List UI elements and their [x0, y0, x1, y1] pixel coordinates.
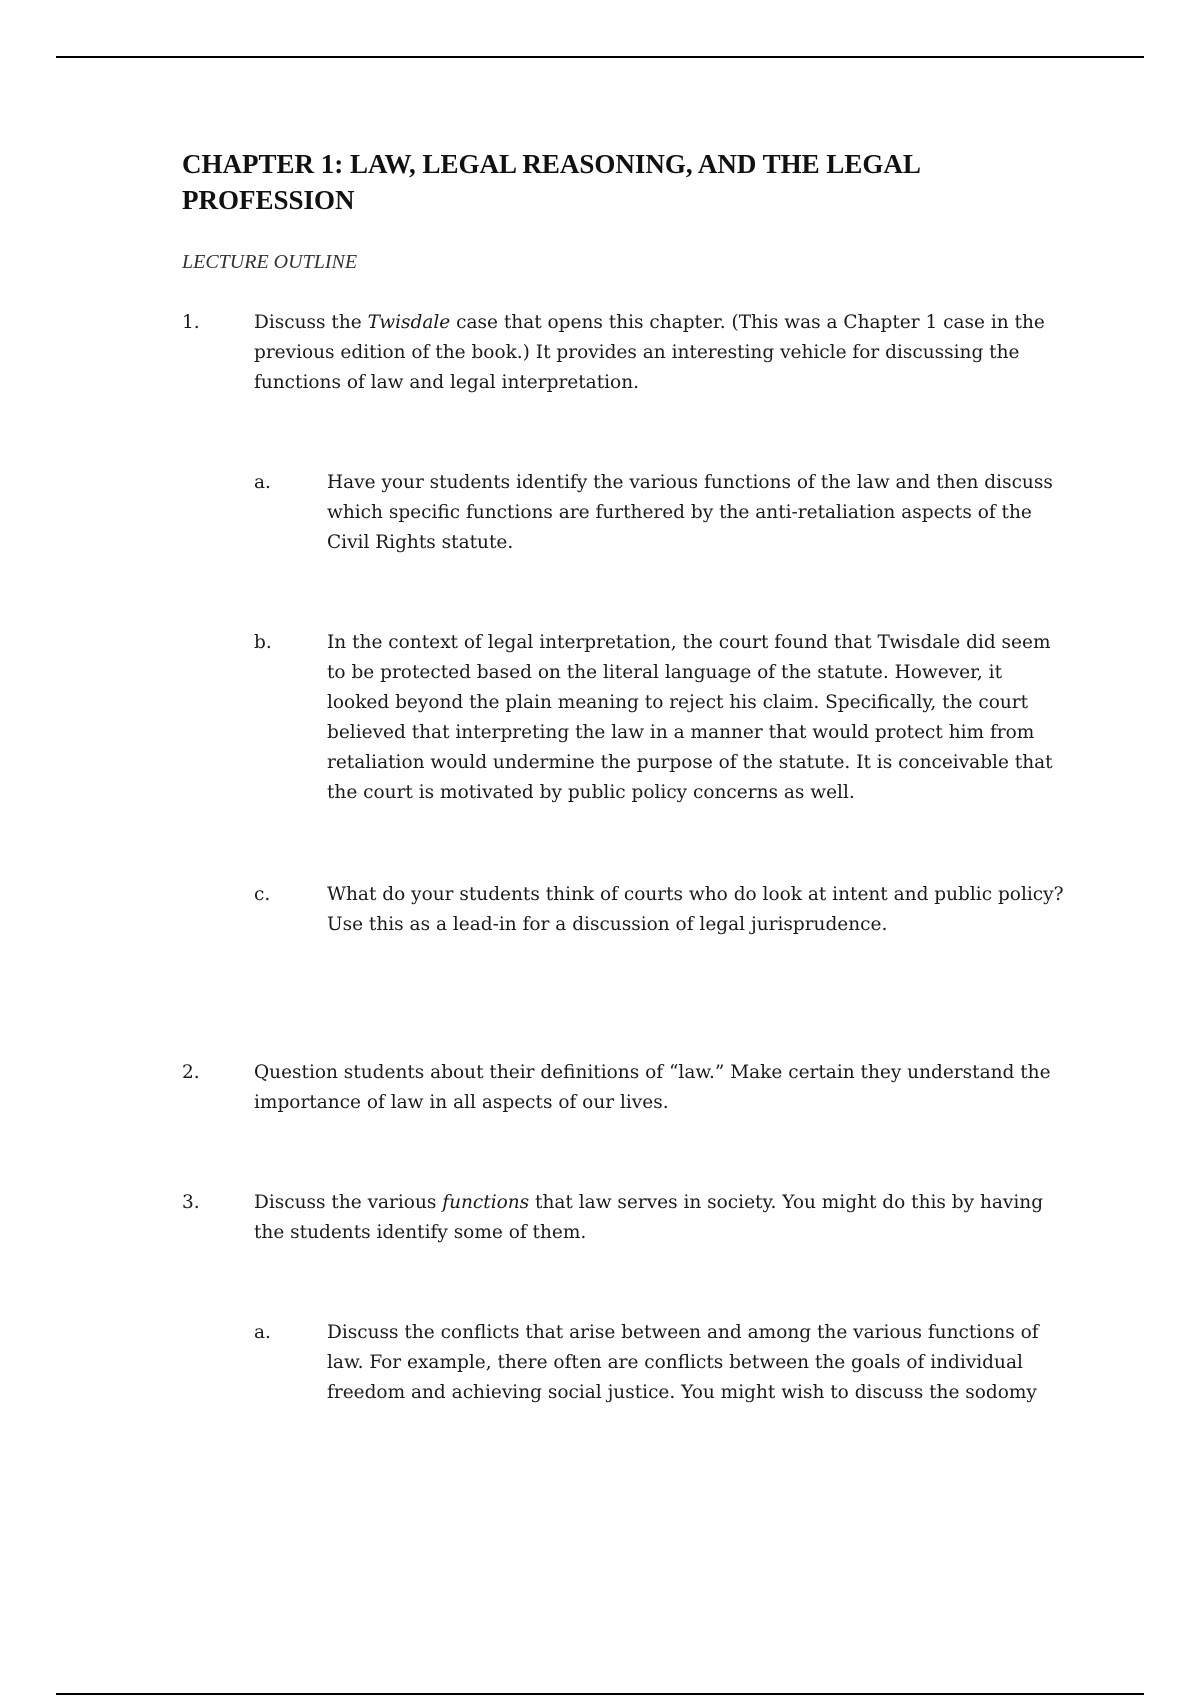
section-label: LECTURE OUTLINE: [182, 251, 358, 273]
item-marker: 3.: [182, 1192, 200, 1213]
item-text: Question students about their definitions of “law.” Make certain they understand the importance of law in all aspects of our lives.: [254, 1062, 1051, 1113]
item-marker: 2.: [182, 1062, 200, 1083]
item-text: What do your students think of courts who do look at intent and public policy? Use this as a lead-in for a discussion of legal jurisprudence.: [327, 884, 1064, 935]
item-text: Discuss the Twisdale case that opens this chapter. (This was a Chapter 1 case in the previous edition of the book.) It provides an interesting vehicle for discussing the functions of law and legal interpretation.: [254, 312, 1045, 393]
item-marker: a.: [254, 1322, 271, 1343]
item-text: In the context of legal interpretation, the court found that Twisdale did seem to be protected based on the literal language of the statute. However, it looked beyond the plain meaning to reject his claim. Specifically, the court believed that interpreting the law in a manner that would protect him from retaliation would undermine the purpose of the statute. It is conceivable that the court is motivated by public policy concerns as well.: [327, 632, 1053, 803]
top-rule: [56, 56, 1144, 58]
emphasized-term: functions: [442, 1192, 530, 1213]
item-marker: 1.: [182, 312, 200, 333]
item-text: Discuss the conflicts that arise between and among the various functions of law. For example, there often are conflicts between the goals of individual freedom and achieving social justice. You might wish to discuss the sodomy: [327, 1322, 1039, 1403]
item-marker: c.: [254, 884, 271, 905]
bottom-rule: [56, 1693, 1144, 1695]
item-text: Discuss the various functions that law serves in society. You might do this by having the students identify some of them.: [254, 1192, 1044, 1243]
item-marker: a.: [254, 472, 271, 493]
item-text: Have your students identify the various functions of the law and then discuss which specific functions are furthered by the anti-retaliation aspects of the Civil Rights statute.: [327, 472, 1053, 553]
item-marker: b.: [254, 632, 272, 653]
chapter-title: CHAPTER 1: LAW, LEGAL REASONING, AND THE LEGAL PROFESSION: [182, 149, 920, 215]
case-name: Twisdale: [367, 312, 451, 333]
